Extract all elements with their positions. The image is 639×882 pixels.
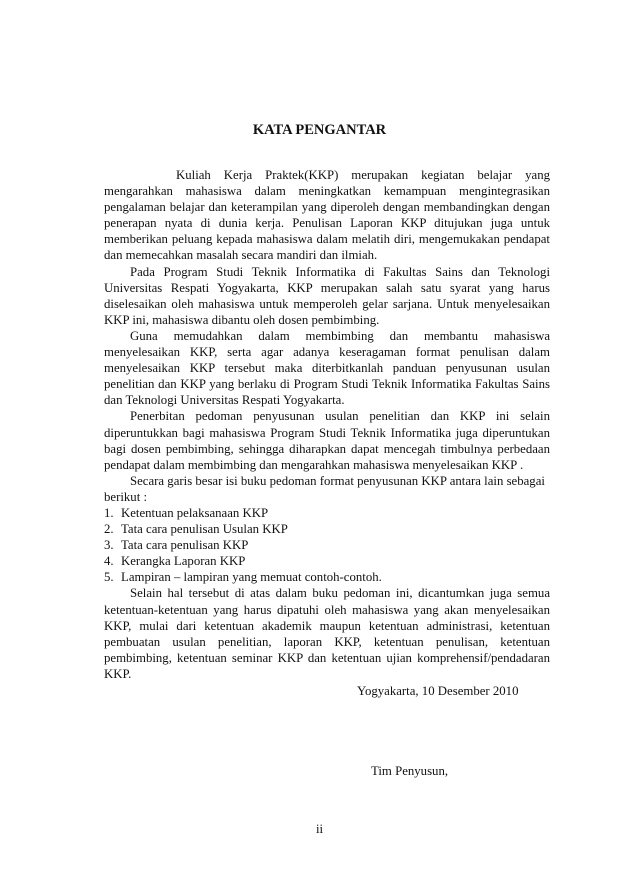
list-item-number: 2.	[104, 522, 114, 537]
list-item-text: Lampiran – lampiran yang memuat contoh-contoh.	[121, 570, 382, 585]
paragraph-publication: Penerbitan pedoman penyusunan usulan penelitian dan KKP ini selain diperuntukkan bagi mahasiswa Program Studi Teknik Informatika juga diperuntukan bagi dosen pembimbing, sehingga diharapkan dapat mencegah timbulnya perbedaan pendapat dalam membimbing dan mengarahkan mahasiswa menyelesaikan KKP .	[104, 409, 550, 472]
list-item	[104, 553, 550, 569]
page-number: ii	[315, 822, 324, 836]
paragraph-contents-lead-end: berikut :	[104, 489, 148, 504]
place-date: Yogyakarta, 10 Desember 2010	[357, 684, 519, 698]
paragraph-contents-lead: Secara garis besar isi buku pedoman format penyusunan KKP antara lain sebagai	[130, 473, 545, 488]
list-item	[104, 569, 550, 585]
contents-list	[104, 505, 550, 585]
paragraph-closing: Selain hal tersebut di atas dalam buku pedoman ini, dicantumkan juga semua ketentuan-ketentuan yang harus dipatuhi oleh mahasiswa yang akan menyelesaikan KKP, mulai dari ketentuan akademik maupun ketentuan administrasi, ketentuan pembuatan usulan penelitian, laporan KKP, ketentuan penulisan, ketentuan pembimbing, ketentuan seminar KKP dan ketentuan ujian komprehensif/pendadaran KKP.	[104, 586, 550, 681]
list-item-text: Tata cara penulisan Usulan KKP	[121, 522, 288, 537]
list-item-number: 5.	[104, 570, 114, 585]
list-item-text: Ketentuan pelaksanaan KKP	[121, 505, 269, 520]
signature: Tim Penyusun,	[371, 764, 449, 778]
paragraph-purpose: Guna memudahkan dalam membimbing dan membantu mahasiswa menyelesaikan KKP, serta agar adanya keseragaman format penulisan dalam menyelesaikan KKP tersebut maka diterbitkanlah panduan penyusunan usulan penelitian dan KKP yang berlaku di Program Studi Teknik Informatika Fakultas Sains dan Teknologi Universitas Respati Yogyakarta.	[104, 328, 550, 408]
list-item-text: Tata cara penulisan KKP	[121, 538, 249, 553]
paragraph-program: Pada Program Studi Teknik Informatika di Fakultas Sains dan Teknologi Universitas Respati Yogyakarta, KKP merupakan salah satu syarat yang harus diselesaikan oleh mahasiswa untuk memperoleh gelar sarjana. Untuk menyelesaikan KKP ini, mahasiswa dibantu oleh dosen pembimbing.	[104, 264, 550, 327]
list-item-number: 3.	[104, 538, 114, 553]
list-item	[104, 537, 550, 553]
list-item-number: 1.	[104, 505, 114, 520]
list-item-text: Kerangka Laporan KKP	[121, 554, 246, 569]
list-item	[104, 521, 550, 537]
page-title: KATA PENGANTAR	[252, 122, 387, 138]
paragraph-intro: Kuliah Kerja Praktek(KKP) merupakan kegiatan belajar yang mengarahkan mahasiswa dalam meningkatkan kemampuan mengintegrasikan pengalaman belajar dan keterampilan yang diperoleh dengan membandingkan dengan penerapan nyata di dunia kerja. Penulisan Laporan KKP ditujukan juga untuk memberikan peluang kepada mahasiswa dalam melatih diri, mengemukakan pendapat dan memecahkan masalah secara mandiri dan ilmiah.	[104, 168, 550, 263]
list-item-number: 4.	[104, 554, 114, 569]
document-body	[104, 167, 550, 682]
list-item	[104, 505, 550, 521]
